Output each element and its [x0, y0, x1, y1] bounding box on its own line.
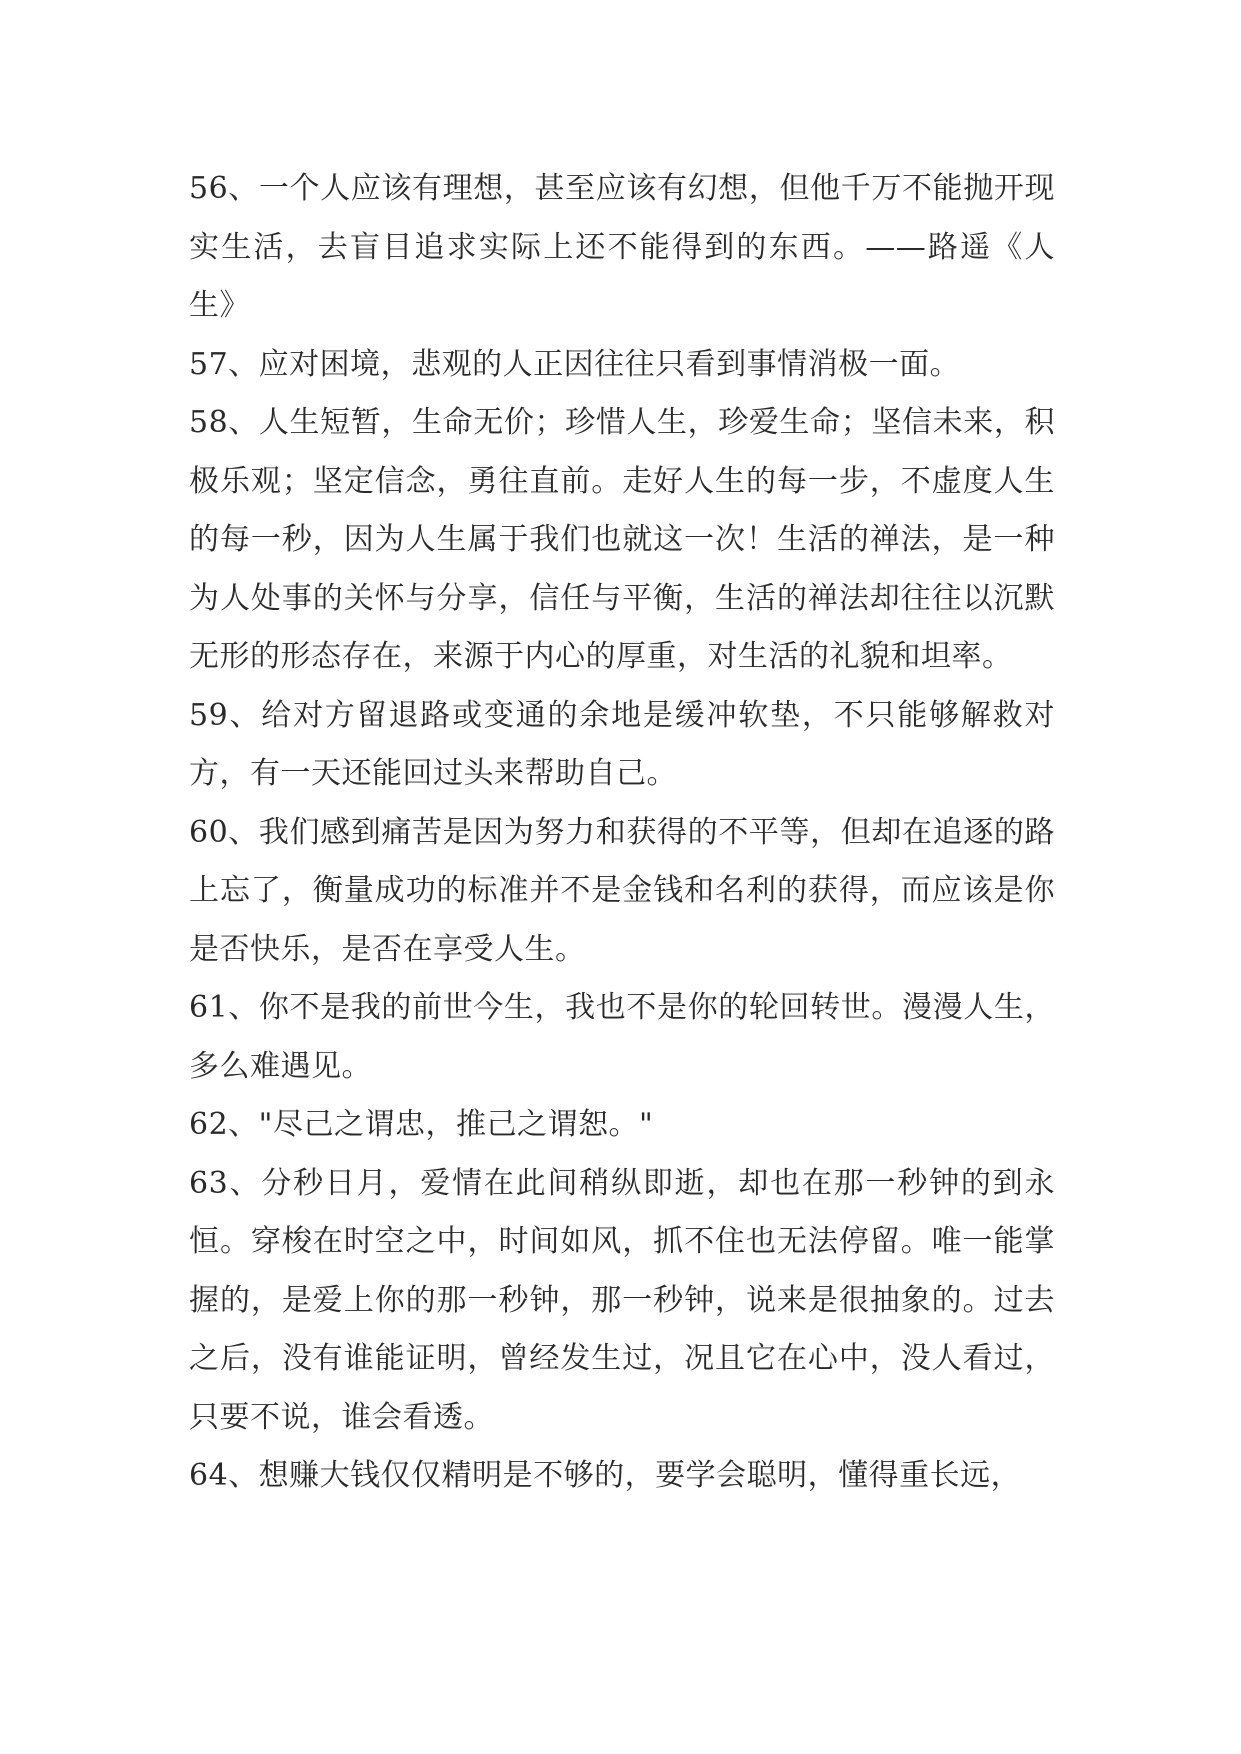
paragraph-59: 59、给对方留退路或变通的余地是缓冲软垫，不只能够解救对方，有一天还能回过头来帮助自己。 [189, 697, 1055, 791]
paragraph-60: 60、我们感到痛苦是因为努力和获得的不平等，但却在追逐的路上忘了，衡量成功的标准并不是金钱和名利的获得，而应该是你是否快乐，是否在享受人生。 [189, 814, 1055, 967]
paragraph-64: 64、想赚大钱仅仅精明是不够的，要学会聪明，懂得重长远， [189, 1458, 1022, 1493]
paragraph-62: 62、"尽己之谓忠，推己之谓恕。" [189, 1107, 654, 1142]
paragraph-63: 63、分秒日月，爱情在此间稍纵即逝，却也在那一秒钟的到永恒。穿梭在时空之中，时间如风，抓不住也无法停留。唯一能掌握的，是爱上你的那一秒钟，那一秒钟，说来是很抽象的。过去之后，没有谁能证明，曾经发生过，况且它在心中，没人看过，只要不说，谁会看透。 [189, 1165, 1055, 1435]
paragraph-58: 58、人生短暂，生命无价；珍惜人生，珍爱生命；坚信未来，积极乐观；坚定信念，勇往直前。走好人生的每一步，不虚度人生的每一秒，因为人生属于我们也就这一次！生活的禅法，是一种为人处事的关怀与分享，信任与平衡，生活的禅法却往往以沉默无形的形态存在，来源于内心的厚重，对生活的礼貌和坦率。 [189, 405, 1055, 674]
paragraph-61: 61、你不是我的前世今生，我也不是你的轮回转世。漫漫人生，多么难遇见。 [189, 990, 1055, 1084]
document-body [189, 160, 1055, 1506]
paragraph-57: 57、应对困境，悲观的人正因往往只看到事情消极一面。 [189, 346, 961, 382]
paragraph-56: 56、一个人应该有理想，甚至应该有幻想，但他千万不能抛开现实生活，去盲目追求实际上还不能得到的东西。——路遥《人生》 [189, 171, 1055, 323]
